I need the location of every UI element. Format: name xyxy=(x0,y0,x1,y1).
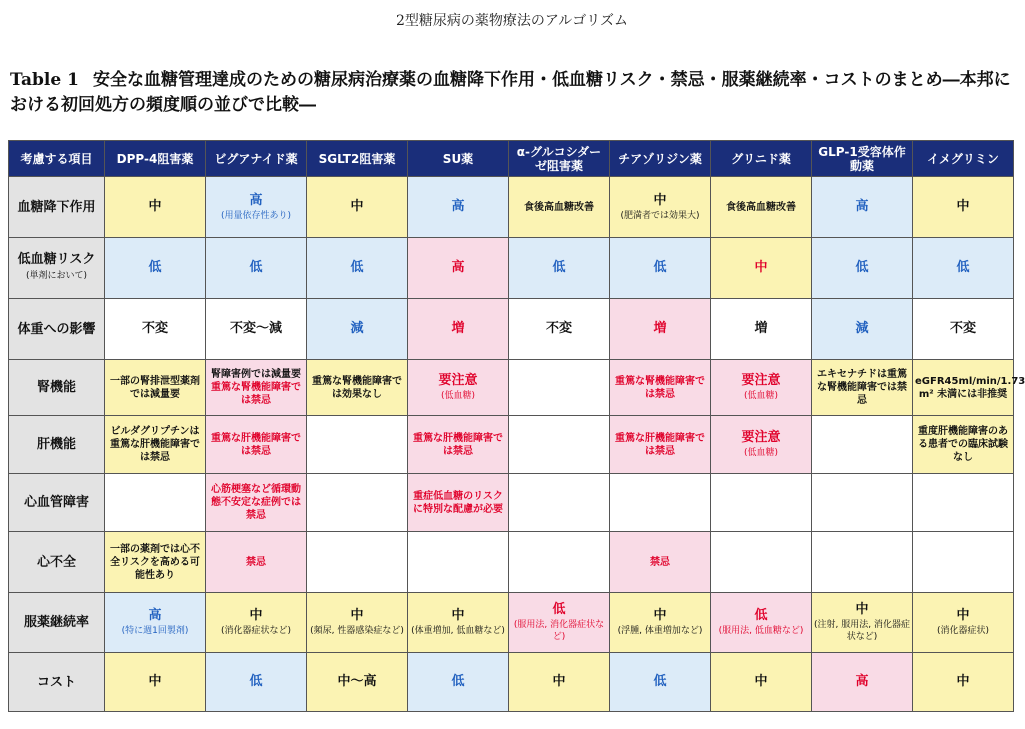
table-cell xyxy=(206,416,307,474)
page-header: 2型糖尿病の薬物療法のアルゴリズム xyxy=(395,13,629,29)
cell-value: 低 xyxy=(451,674,465,689)
table-cell xyxy=(105,299,206,360)
table-cell xyxy=(913,593,1014,653)
cell-value: 重症低血糖のリスクに特別な配慮が必要 xyxy=(413,490,503,515)
table-cell xyxy=(206,593,307,653)
table-cell xyxy=(105,177,206,238)
cell-note: (頻尿, 性器感染症など) xyxy=(310,626,404,636)
row-label-text: 体重への影響 xyxy=(17,321,96,337)
cell-value: 禁忌 xyxy=(650,556,670,568)
cell-value: 高 xyxy=(855,199,869,214)
row-label xyxy=(9,416,105,474)
table-cell xyxy=(307,416,408,474)
cell-value: 不変 xyxy=(545,321,572,336)
cell-value: 中 xyxy=(350,199,364,214)
row-label-text: 腎機能 xyxy=(36,380,76,395)
table-cell xyxy=(509,474,610,532)
cell-value: 食後高血糖改善 xyxy=(726,201,796,213)
row-label xyxy=(9,532,105,593)
cell-value: 中 xyxy=(956,674,970,689)
table-cell xyxy=(711,299,812,360)
table-cell xyxy=(105,532,206,593)
cell-value: 重篤な肝機能障害では禁忌 xyxy=(615,432,705,457)
table-cell xyxy=(610,360,711,416)
table-cell xyxy=(206,177,307,238)
cell-value: 要注意 xyxy=(438,373,478,388)
table-cell xyxy=(812,238,913,299)
table-cell xyxy=(711,474,812,532)
table-cell xyxy=(812,299,913,360)
cell-note: (体重増加, 低血糖など) xyxy=(411,626,505,636)
cell-value: 減 xyxy=(350,321,364,336)
table-cell xyxy=(610,238,711,299)
cell-value: 低 xyxy=(754,608,768,623)
table-cell xyxy=(509,593,610,653)
table-cell xyxy=(610,653,711,712)
row-label-text: 肝機能 xyxy=(36,437,76,452)
table-cell xyxy=(206,299,307,360)
cell-value: 低 xyxy=(552,602,566,617)
table-cell xyxy=(812,474,913,532)
table-cell xyxy=(610,299,711,360)
table-cell xyxy=(105,474,206,532)
table-cell xyxy=(408,416,509,474)
table-cell xyxy=(711,177,812,238)
table-cell xyxy=(812,177,913,238)
cell-value: 重篤な肝機能障害では禁忌 xyxy=(413,432,503,457)
table-cell xyxy=(610,593,711,653)
cell-value: 増 xyxy=(653,321,667,336)
cell-value: 中 xyxy=(653,608,667,623)
header-col-glp1: GLP-1受容体作動薬 xyxy=(812,141,913,177)
cell-value: 中 xyxy=(552,674,566,689)
cell-value: 中～高 xyxy=(337,674,377,689)
table-cell xyxy=(913,177,1014,238)
table-cell xyxy=(408,360,509,416)
cell-value: 高 xyxy=(451,260,465,275)
cell-value: 高 xyxy=(855,674,869,689)
table-cell xyxy=(105,416,206,474)
table-cell xyxy=(711,532,812,593)
cell-value: 中 xyxy=(451,608,465,623)
table-cell xyxy=(509,653,610,712)
table-row xyxy=(9,474,1014,532)
table-cell xyxy=(812,593,913,653)
table-cell xyxy=(105,593,206,653)
table-cell xyxy=(711,653,812,712)
cell-value: 重篤な肝機能障害では禁忌 xyxy=(211,432,301,457)
row-label xyxy=(9,360,105,416)
cell-value: 低 xyxy=(855,260,869,275)
table-cell xyxy=(913,238,1014,299)
table-cell xyxy=(206,532,307,593)
table-cell xyxy=(610,474,711,532)
cell-value: 中 xyxy=(855,602,869,617)
cell-value: 中 xyxy=(956,199,970,214)
table-cell xyxy=(408,593,509,653)
table-cell xyxy=(408,177,509,238)
cell-value: 重篤な腎機能障害では効果なし xyxy=(312,375,402,400)
cell-note: (低血糖) xyxy=(440,391,476,401)
cell-note: (肥満者では効果大) xyxy=(620,210,700,221)
header-col-imeglimin: イメグリミン xyxy=(913,141,1014,177)
table-cell xyxy=(509,360,610,416)
cell-value: 低 xyxy=(956,260,970,275)
cell-value: 一部の腎排泄型薬剤では減量要 xyxy=(110,375,200,400)
table-row xyxy=(9,593,1014,653)
table-cell xyxy=(408,532,509,593)
table-cell xyxy=(408,474,509,532)
cell-value: 高 xyxy=(451,199,465,214)
cell-value: 低 xyxy=(249,260,263,275)
header-col-su: SU薬 xyxy=(408,141,509,177)
cell-value: 中 xyxy=(754,674,768,689)
table-cell xyxy=(509,238,610,299)
table-cell xyxy=(610,177,711,238)
header-col-biguanide: ビグアナイド薬 xyxy=(206,141,307,177)
table-cell xyxy=(812,360,913,416)
cell-value: 高 xyxy=(249,192,263,208)
cell-note: (服用法, 消化器症状など) xyxy=(513,620,605,642)
cell-value: 低 xyxy=(148,260,162,275)
cell-note: (用量依存性あり) xyxy=(220,210,292,221)
header-col-sglt2: SGLT2阻害薬 xyxy=(307,141,408,177)
table-cell xyxy=(509,416,610,474)
cell-note: (消化器症状) xyxy=(936,626,990,636)
cell-value: 増 xyxy=(451,321,465,336)
row-sublabel: (単剤において) xyxy=(25,271,88,281)
row-label xyxy=(9,653,105,712)
cell-value: 禁忌 xyxy=(246,556,266,568)
row-label xyxy=(9,238,105,299)
table-row xyxy=(9,360,1014,416)
table-cell xyxy=(408,238,509,299)
row-label-text: 血糖降下作用 xyxy=(17,199,96,215)
cell-value: 中 xyxy=(148,674,162,689)
cell-value: 心筋梗塞など循環動態不安定な症例では禁忌 xyxy=(211,484,301,521)
cell-value: 腎障害例では減量要 xyxy=(211,369,301,380)
cell-value: 低 xyxy=(653,260,667,275)
cell-value: 中 xyxy=(249,608,263,623)
table-cell xyxy=(913,299,1014,360)
table-cell xyxy=(812,653,913,712)
row-label-text: 服薬継続率 xyxy=(23,615,89,630)
row-label-text: コスト xyxy=(36,674,76,690)
table-cell xyxy=(206,474,307,532)
table-cell xyxy=(206,360,307,416)
row-label-text: 低血糖リスク xyxy=(17,252,96,267)
table-cell xyxy=(509,177,610,238)
header-corner: 考慮する項目 xyxy=(9,141,105,177)
cell-value: 不変 xyxy=(141,321,168,336)
table-cell xyxy=(307,532,408,593)
cell-value: 中 xyxy=(148,199,162,214)
cell-value: 要注意 xyxy=(741,373,781,388)
cell-note: (服用法, 低血糖など) xyxy=(718,626,804,636)
row-label xyxy=(9,593,105,653)
table-cell xyxy=(913,416,1014,474)
table-cell xyxy=(105,653,206,712)
table-cell xyxy=(307,360,408,416)
cell-value: 中 xyxy=(350,608,364,623)
table-cell xyxy=(610,416,711,474)
cell-value: ビルダグリプチンは重篤な肝機能障害では禁忌 xyxy=(110,426,200,463)
cell-value: エキセナチドは重篤な腎機能障害では禁忌 xyxy=(817,369,907,406)
cell-value: 不変～減 xyxy=(229,321,282,336)
cell-value: 中 xyxy=(956,608,970,623)
table-cell xyxy=(913,532,1014,593)
cell-value: 低 xyxy=(653,674,667,689)
table-body xyxy=(9,177,1025,712)
cell-value: 食後高血糖改善 xyxy=(524,201,594,213)
cell-value: 高 xyxy=(148,608,162,623)
table-cell xyxy=(408,299,509,360)
table-row xyxy=(9,653,1014,712)
header-col-glinide: グリニド薬 xyxy=(711,141,812,177)
header-col-dpp4: DPP-4阻害薬 xyxy=(105,141,206,177)
table-cell xyxy=(307,177,408,238)
table-cell xyxy=(307,299,408,360)
table-cell xyxy=(307,653,408,712)
table-cell xyxy=(711,416,812,474)
table-cell xyxy=(105,360,206,416)
table-cell xyxy=(105,238,206,299)
cell-value: 中 xyxy=(653,192,667,208)
cell-value-secondary: 重篤な腎機能障害では禁忌 xyxy=(211,382,301,406)
header-col-agi: α-グルコシダーゼ阻害薬 xyxy=(509,141,610,177)
cell-value: 重度肝機能障害のある患者での臨床試験なし xyxy=(918,426,1008,463)
table-row xyxy=(9,416,1014,474)
table-caption xyxy=(10,68,1015,118)
row-label-text: 心不全 xyxy=(36,554,76,570)
cell-value: 重篤な腎機能障害では禁忌 xyxy=(615,375,705,400)
cell-note: (特に週1回製剤) xyxy=(121,626,189,636)
cell-value: 中 xyxy=(754,260,768,275)
cell-note: (低血糖) xyxy=(743,391,779,401)
cell-value: 低 xyxy=(249,674,263,689)
table-cell xyxy=(610,532,711,593)
table-row xyxy=(9,299,1014,360)
cell-note: (低血糖) xyxy=(743,448,779,458)
table-cell xyxy=(206,238,307,299)
table-cell xyxy=(307,238,408,299)
row-label xyxy=(9,177,105,238)
cell-note: (注射, 服用法, 消化器症状など) xyxy=(814,620,910,642)
table-cell xyxy=(711,360,812,416)
drug-comparison-table xyxy=(8,140,1025,712)
table-cell xyxy=(812,416,913,474)
table-row xyxy=(9,532,1014,593)
cell-value: 低 xyxy=(350,260,364,275)
table-caption-label: Table 1 xyxy=(10,70,79,90)
cell-value: eGFR45ml/min/1.73 m² 未満には非推奨 xyxy=(915,375,1025,400)
table-cell xyxy=(913,653,1014,712)
header-col-thiazolidine: チアゾリジン薬 xyxy=(610,141,711,177)
row-label xyxy=(9,474,105,532)
table-header-row xyxy=(9,141,1014,177)
cell-value: 一部の薬剤では心不全リスクを高める可能性あり xyxy=(110,543,200,581)
cell-note: (浮腫, 体重増加など) xyxy=(617,626,703,636)
table-caption-text: 安全な血糖管理達成のための糖尿病治療薬の血糖降下作用・低血糖リスク・禁忌・服薬継続率・コストのまとめ―本邦における初回処方の頻度順の並びで比較― xyxy=(10,70,1011,115)
table-cell xyxy=(711,593,812,653)
table-row xyxy=(9,177,1014,238)
table-cell xyxy=(913,360,1025,416)
table-cell xyxy=(812,532,913,593)
table-cell xyxy=(509,532,610,593)
table-row xyxy=(9,238,1014,299)
cell-value: 不変 xyxy=(949,321,976,336)
cell-value: 減 xyxy=(855,321,869,336)
table-cell xyxy=(408,653,509,712)
row-label-text: 心血管障害 xyxy=(23,495,89,510)
table-cell xyxy=(206,653,307,712)
table-cell xyxy=(307,474,408,532)
row-label xyxy=(9,299,105,360)
cell-value: 低 xyxy=(552,260,566,275)
table-cell xyxy=(711,238,812,299)
cell-note: (消化器症状など) xyxy=(220,626,292,636)
cell-value: 増 xyxy=(754,321,768,336)
table-cell xyxy=(307,593,408,653)
cell-value: 要注意 xyxy=(741,430,781,445)
table-cell xyxy=(509,299,610,360)
table-cell xyxy=(913,474,1014,532)
